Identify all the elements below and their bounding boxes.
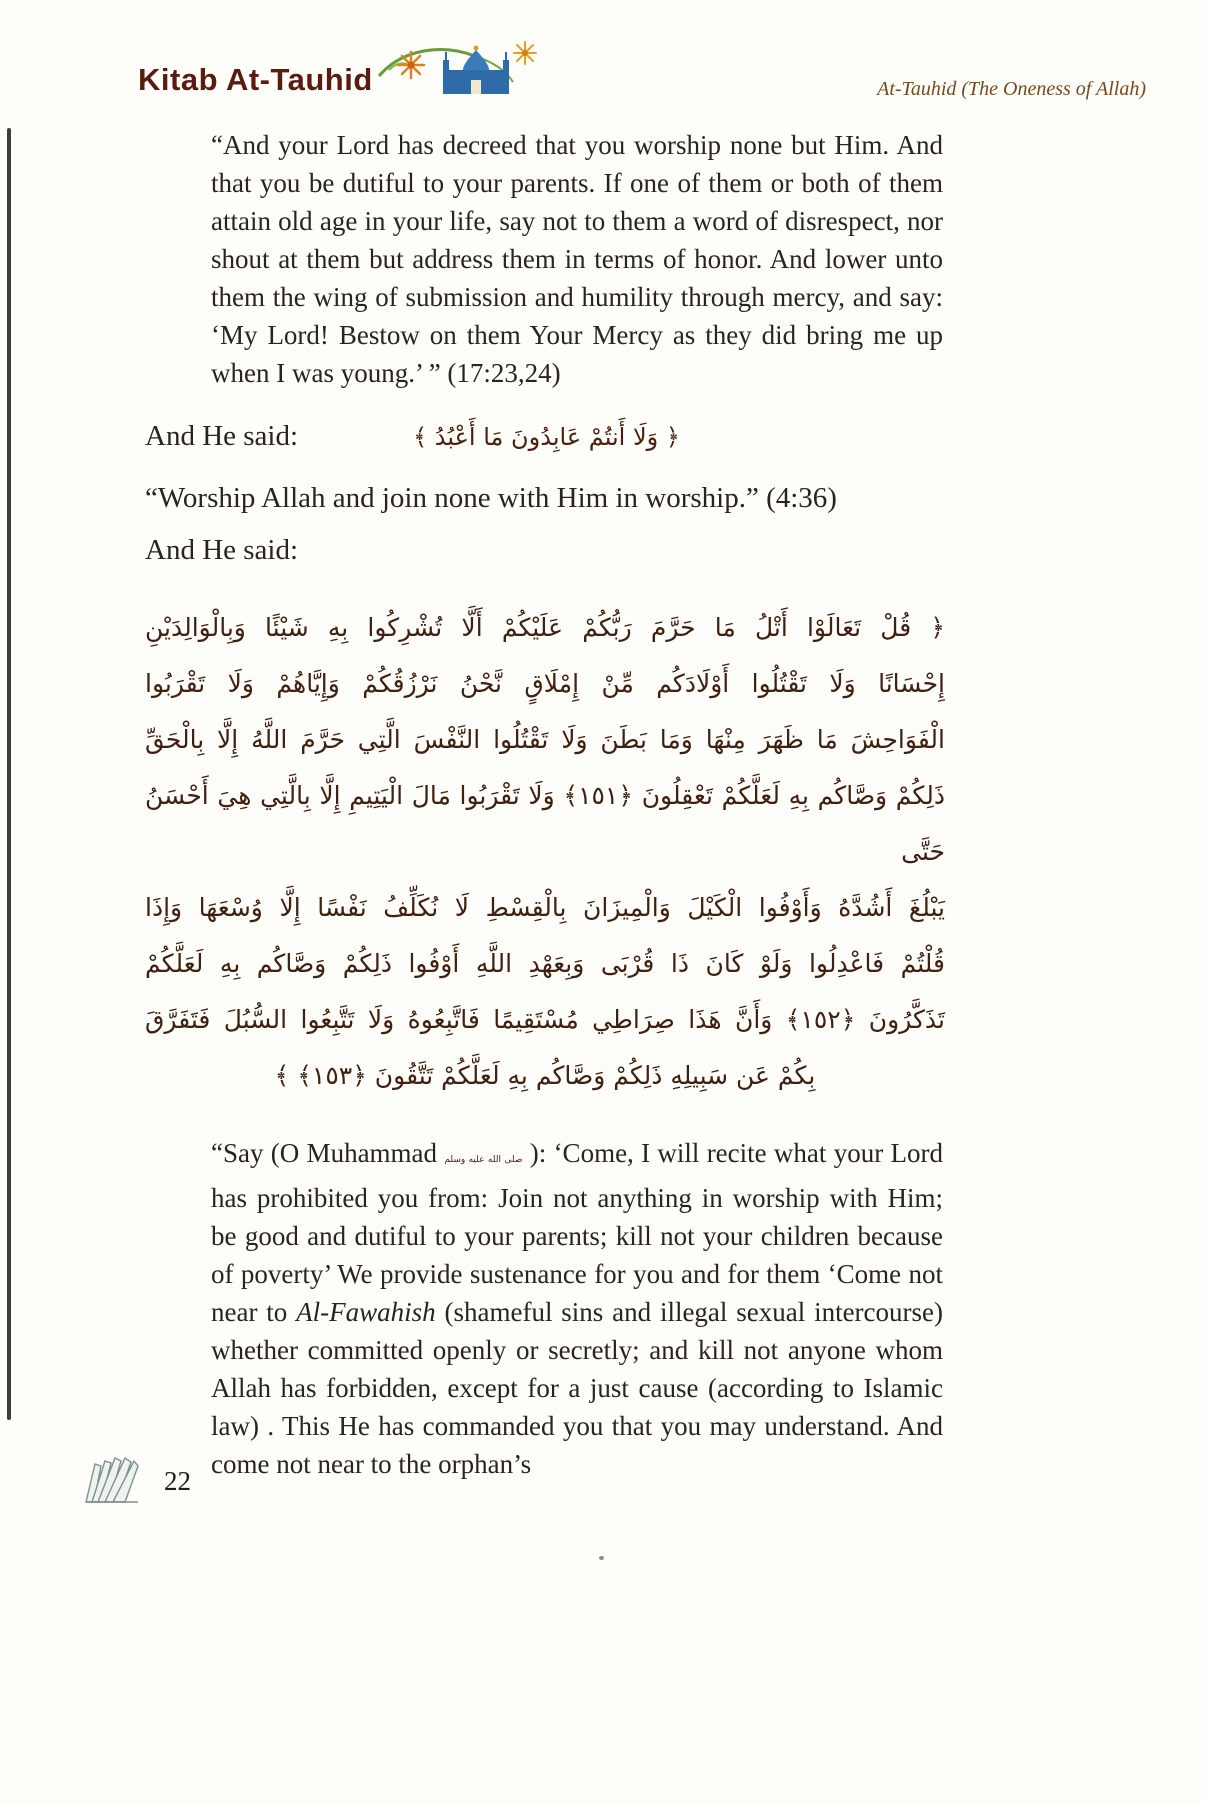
al-fawahish-italic-term: Al-Fawahish	[296, 1297, 436, 1327]
translation-text-segment: “Say (O Muhammad	[211, 1138, 445, 1168]
he-said-label: And He said:	[145, 534, 299, 566]
arabic-verse-line: ﴿ قُلْ تَعَالَوْا أَتْلُ مَا حَرَّمَ رَبُّكُمْ عَلَيْكُمْ أَلَّا تُشْرِكُوا بِهِ شَيْئًا وَبِالْوَالِدَيْنِ	[145, 613, 945, 642]
page-number: 22	[164, 1466, 191, 1496]
running-head-title: At-Tauhid (The Oneness of Allah)	[877, 78, 1146, 100]
quran-translation-6-151	[211, 1134, 943, 1483]
arabic-verse-line: قُلْتُمْ فَاعْدِلُوا وَلَوْ كَانَ ذَا قُرْبَى وَبِعَهْدِ اللَّهِ أَوْفُوا ذَلِكُمْ وَصَّاكُم بِهِ لَعَلَّكُمْ	[145, 949, 945, 978]
arabic-verse-line: إِحْسَانًا وَلَا تَقْتُلُوا أَوْلَادَكُم مِّنْ إِمْلَاقٍ نَّحْنُ نَرْزُقُكُمْ وَإِيَّاهُمْ وَلَا تَقْرَبُوا	[145, 669, 945, 698]
book-logo	[138, 44, 545, 105]
quran-arabic-block-6-151-153	[145, 600, 945, 1104]
translation-text-segment: (shameful sins and illegal sexual intercourse) whether committed openly or secretly; and kill not anyone whom Allah has forbidden, except for a just cause (according to Islamic law) . This He has commanded you that you may understand. And come not near to the orphan’s	[211, 1297, 944, 1479]
arabic-verse-line: ذَلِكُمْ وَصَّاكُم بِهِ لَعَلَّكُمْ تَعْقِلُونَ ﴿١٥١﴾ وَلَا تَقْرَبُوا مَالَ الْيَتِيمِ إِلَّا بِالَّتِي هِيَ أَحْسَنُ حَتَّى	[145, 781, 945, 866]
page-footer	[82, 1452, 191, 1511]
he-said-row	[145, 416, 945, 456]
scan-artifact-dot	[599, 1556, 604, 1560]
saw-honorific-symbol: صلى الله عليه وسلم	[444, 1155, 523, 1165]
page-header	[138, 44, 1146, 105]
quran-translation-17-23-24: “And your Lord has decreed that you worship none but Him. And that you be dutiful to your parents. If one of them or both of them attain old age in your life, say not to them a word of disrespect, nor shout at them but address them in terms of honor. And lower unto them the wing of submission and humility through mercy, and say: ‘My Lord! Bestow on them Your Mercy as they did bring me up when I was young.’ ” (17:23,24)	[211, 130, 943, 388]
fanned-book-pages-icon	[82, 1452, 146, 1511]
arabic-verse-line: يَبْلُغَ أَشُدَّهُ وَأَوْفُوا الْكَيْلَ وَالْمِيزَانَ بِالْقِسْطِ لَا نُكَلِّفُ نَفْسًا إِلَّا وُسْعَهَا وَإِذَا	[145, 893, 945, 922]
he-said-label: And He said:	[145, 420, 299, 452]
quran-translation-4-36: “Worship Allah and join none with Him in worship.” (4:36)	[145, 482, 837, 514]
page-body	[145, 126, 945, 1483]
arabic-verse-line: بِكُمْ عَن سَبِيلِهِ ذَلِكُمْ وَصَّاكُم بِهِ لَعَلَّكُمْ تَتَّقُونَ ﴿١٥٣﴾ ﴾	[274, 1061, 816, 1090]
arabic-verse-line: الْفَوَاحِشَ مَا ظَهَرَ مِنْهَا وَمَا بَطَنَ وَلَا تَقْتُلُوا النَّفْسَ الَّتِي حَرَّمَ اللَّهُ إِلَّا بِالْحَقِّ	[145, 725, 945, 754]
translation-text-segment: ): ‘Come, I will recite what your Lord has prohibited you from: Join not anything in worship with Him; be good and dutiful to your parents; kill not your children because of poverty’ We provide sustenance for you and for them ‘Come not near to	[211, 1138, 943, 1327]
book-title-logo: Kitab At-Tauhid	[138, 61, 373, 97]
arabic-verse-line: تَذَكَّرُونَ ﴿١٥٢﴾ وَأَنَّ هَذَا صِرَاطِي مُسْتَقِيمًا فَاتَّبِعُوهُ وَلَا تَتَّبِعُوا السُّبُلَ فَتَفَرَّقَ	[145, 1005, 945, 1034]
arabic-verse-inline: ﴿ وَلَا أَنتُمْ عَابِدُونَ مَا أَعْبُدُ ﴾	[413, 423, 680, 451]
mosque-with-flowers-icon	[375, 40, 545, 105]
scan-gutter-line	[7, 128, 11, 1420]
